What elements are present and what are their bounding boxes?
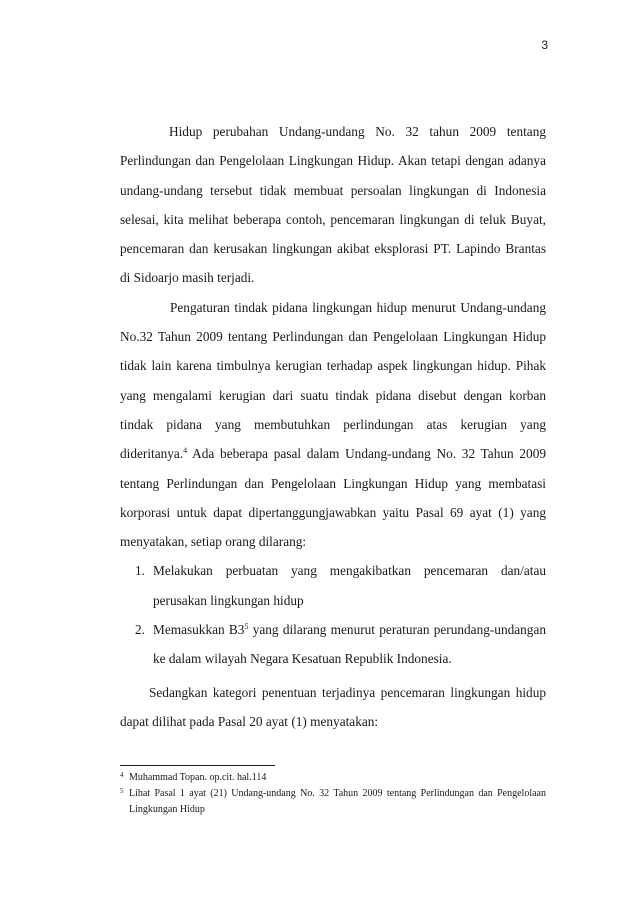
footnote-marker: 5: [120, 787, 124, 795]
list-item-number: 1.: [135, 563, 145, 579]
page-number: 3: [541, 38, 548, 52]
list-item-text: Melakukan perbuatan yang mengakibatkan pencemaran dan/atau perusakan lingkungan hidup: [153, 563, 546, 608]
list-item-text-b: yang dilarang menurut peraturan perundang-undangan ke dalam wilayah Negara Kesatuan Republik Indonesia.: [153, 622, 546, 667]
footnote-ref-4: 4: [183, 446, 188, 456]
paragraph-1: Hidup perubahan Undang-undang No. 32 tahun 2009 tentang Perlindungan dan Pengelolaan Lingkungan Hidup. Akan tetapi dengan adanya undang-undang tersebut tidak membuat persoalan lingkungan di Indonesia selesai, kita melihat beberapa contoh, pencemaran lingkungan di teluk Buyat, pencemaran dan kerusakan lingkungan akibat eksplorasi PT. Lapindo Brantas di Sidoarjo masih terjadi.: [120, 124, 546, 286]
list-item: [120, 556, 546, 615]
footnote-text: Muhammad Topan. op.cit. hal.114: [129, 772, 267, 783]
list-item: [120, 615, 546, 674]
footnote-5: [120, 786, 546, 818]
paragraph-3: Sedangkan kategori penentuan terjadinya pencemaran lingkungan hidup dapat dilihat pada Pasal 20 ayat (1) menyatakan:: [120, 684, 546, 729]
footnote-ref-5: 5: [244, 622, 249, 632]
footnote-text: Lihat Pasal 1 ayat (21) Undang-undang No. 32 Tahun 2009 tentang Perlindungan dan Pengelolaan Lingkungan Hidup: [129, 788, 546, 815]
footnotes: [120, 770, 546, 818]
body-text: [120, 117, 546, 736]
footnote-4: [120, 770, 546, 786]
footnote-divider: [120, 765, 275, 766]
footnote-marker: 4: [120, 771, 124, 779]
list-item-number: 2.: [135, 622, 145, 638]
list-item-text-a: Memasukkan B3: [153, 622, 245, 638]
paragraph-2: [120, 293, 546, 557]
prohibition-list: [120, 556, 546, 673]
paragraph-2-text-a: Pengaturan tindak pidana lingkungan hidup menurut Undang-undang No.32 Tahun 2009 tentang Perlindungan dan Pengelolaan Lingkungan Hidup tidak lain karena timbulnya kerugian terhadap aspek lingkungan hidup. Pihak yang mengalami kerugian dari suatu tindak pidana disebut dengan korban tindak pidana yang membutuhkan perlindungan atas kerugian yang dideritanya.: [120, 299, 546, 462]
paragraph-2-text-b: Ada beberapa pasal dalam Undang-undang No. 32 Tahun 2009 tentang Perlindungan dan Pengelolaan Lingkungan Hidup yang membatasi korporasi untuk dapat dipertanggungjawabkan yaitu Pasal 69 ayat (1) yang menyatakan, setiap orang dilarang:: [120, 446, 546, 550]
